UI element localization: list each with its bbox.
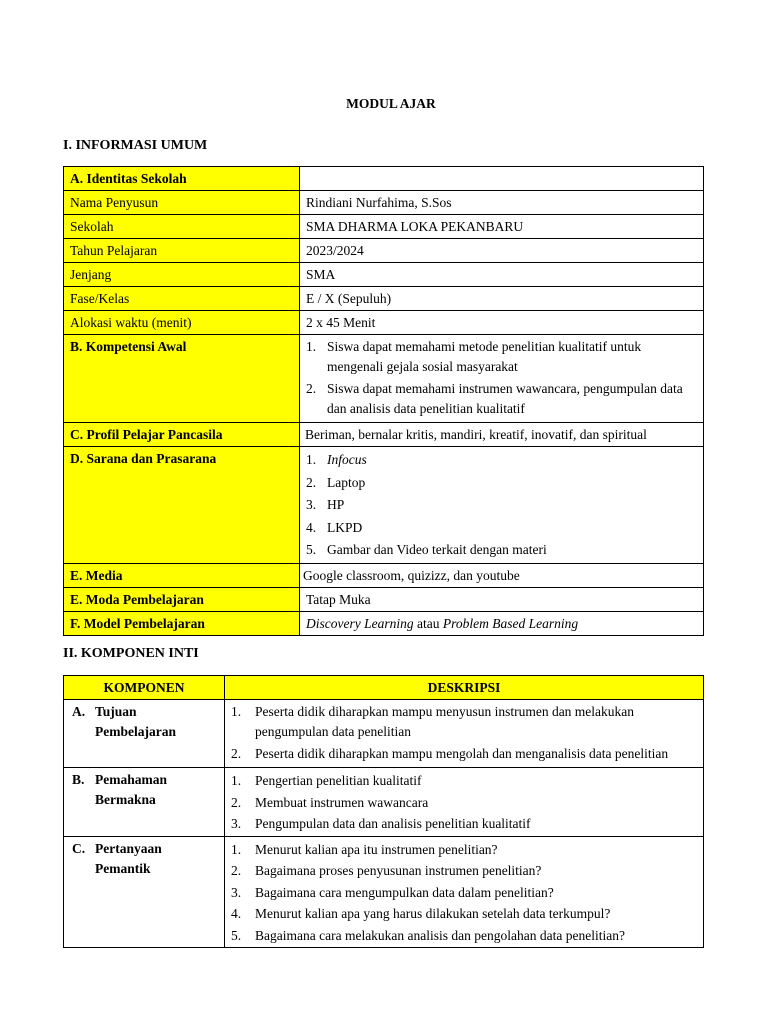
list-item: 1. Pengertian penelitian kualitatif bbox=[231, 773, 422, 788]
list-item: 1. Menurut kalian apa itu instrumen penelitian? bbox=[231, 841, 498, 857]
page-title: MODUL AJAR bbox=[346, 96, 436, 111]
column-header-deskripsi: DESKRIPSI bbox=[225, 676, 704, 700]
list-item: 2. Siswa dapat memahami instrumen wawancara, pengumpulan data dan analisis data penelitian kualitatif bbox=[306, 381, 683, 416]
value-nama-penyusun: Rindiani Nurfahima, S.Sos bbox=[300, 191, 704, 215]
list-item: 1. Peserta didik diharapkan mampu menyusun instrumen dan melakukan pengumpulan data penelitian bbox=[231, 704, 635, 739]
table-row bbox=[64, 563, 704, 587]
label-profil-pelajar: C. Profil Pelajar Pancasila bbox=[64, 423, 300, 447]
table-row bbox=[64, 700, 704, 768]
value-model-pembelajaran: Discovery Learning atau Problem Based Learning bbox=[300, 611, 704, 635]
list-item: 3. Pengumpulan data dan analisis penelitian kualitatif bbox=[231, 816, 531, 831]
table-row bbox=[64, 423, 704, 447]
deskripsi-tujuan bbox=[225, 700, 704, 768]
table-row bbox=[64, 836, 704, 948]
deskripsi-pemahaman bbox=[225, 768, 704, 837]
column-header-komponen: KOMPONEN bbox=[64, 676, 225, 700]
label-sekolah: Sekolah bbox=[64, 215, 300, 239]
table-row bbox=[64, 263, 704, 287]
table-row bbox=[64, 447, 704, 564]
identitas-sekolah-header: A. Identitas Sekolah bbox=[64, 167, 300, 191]
deskripsi-pertanyaan bbox=[225, 836, 704, 948]
label-moda-pembelajaran: E. Moda Pembelajaran bbox=[64, 587, 300, 611]
table-row bbox=[64, 587, 704, 611]
value-sekolah: SMA DHARMA LOKA PEKANBARU bbox=[300, 215, 704, 239]
table-header-row bbox=[64, 676, 704, 700]
value-fase-kelas: E / X (Sepuluh) bbox=[300, 287, 704, 311]
table-row bbox=[64, 768, 704, 837]
table-row bbox=[64, 287, 704, 311]
list-item: 4. Menurut kalian apa yang harus dilakukan setelah data terkumpul? bbox=[231, 906, 611, 921]
list-item: 2. Peserta didik diharapkan mampu mengolah dan menganalisis data penelitian bbox=[231, 746, 669, 761]
value-jenjang: SMA bbox=[300, 263, 704, 287]
table-row bbox=[64, 611, 704, 635]
list-item: 2. Membuat instrumen wawancara bbox=[231, 794, 429, 810]
label-nama-penyusun: Nama Penyusun bbox=[64, 191, 300, 215]
value-tahun-pelajaran: 2023/2024 bbox=[300, 239, 704, 263]
label-kompetensi-awal: B. Kompetensi Awal bbox=[64, 335, 300, 423]
section-heading-komponen-inti: II. KOMPONEN INTI bbox=[63, 646, 199, 661]
value-kompetensi-awal bbox=[300, 335, 704, 423]
list-item: 4. LKPD bbox=[306, 519, 363, 535]
list-item: 3. HP bbox=[306, 497, 345, 512]
label-tahun-pelajaran: Tahun Pelajaran bbox=[64, 239, 300, 263]
label-jenjang: Jenjang bbox=[64, 263, 300, 287]
list-item: 3. Bagaimana cara mengumpulkan data dalam penelitian? bbox=[231, 884, 554, 900]
list-item: 5. Bagaimana cara melakukan analisis dan pengolahan data penelitian? bbox=[231, 927, 625, 943]
value-moda-pembelajaran: Tatap Muka bbox=[300, 587, 704, 611]
list-item: 2. Bagaimana proses penyusunan instrumen penelitian? bbox=[231, 863, 542, 878]
table-row bbox=[64, 311, 704, 335]
table-row bbox=[64, 335, 704, 423]
value-alokasi-waktu: 2 x 45 Menit bbox=[300, 311, 704, 335]
label-media: E. Media bbox=[64, 563, 300, 587]
section-heading-informasi-umum: I. INFORMASI UMUM bbox=[63, 138, 208, 153]
table-row bbox=[64, 239, 704, 263]
list-item: 2. Laptop bbox=[306, 474, 366, 490]
label-model-pembelajaran: F. Model Pembelajaran bbox=[64, 611, 300, 635]
label-fase-kelas: Fase/Kelas bbox=[64, 287, 300, 311]
value-profil-pelajar: Beriman, bernalar kritis, mandiri, kreatif, inovatif, dan spiritual bbox=[300, 423, 704, 447]
list-item: 1. Infocus bbox=[306, 452, 367, 467]
value-sarana-prasarana bbox=[300, 447, 704, 564]
table-row bbox=[64, 167, 704, 191]
empty-cell bbox=[300, 167, 704, 191]
komponen-inti-table bbox=[63, 675, 704, 948]
informasi-umum-table bbox=[63, 166, 704, 636]
table-row bbox=[64, 215, 704, 239]
komponen-tujuan: A. Tujuan Pembelajaran bbox=[64, 700, 225, 768]
komponen-pertanyaan: C. Pertanyaan Pemantik bbox=[64, 836, 225, 948]
komponen-pemahaman: B. Pemahaman Bermakna bbox=[64, 768, 225, 837]
list-item: 1. Siswa dapat memahami metode penelitian kualitatif untuk mengenali gejala sosial masyarakat bbox=[306, 339, 642, 374]
list-item: 5. Gambar dan Video terkait dengan materi bbox=[306, 542, 547, 557]
label-alokasi-waktu: Alokasi waktu (menit) bbox=[64, 311, 300, 335]
value-media: Google classroom, quizizz, dan youtube bbox=[300, 563, 704, 587]
table-row bbox=[64, 191, 704, 215]
label-sarana-prasarana: D. Sarana dan Prasarana bbox=[64, 447, 300, 564]
